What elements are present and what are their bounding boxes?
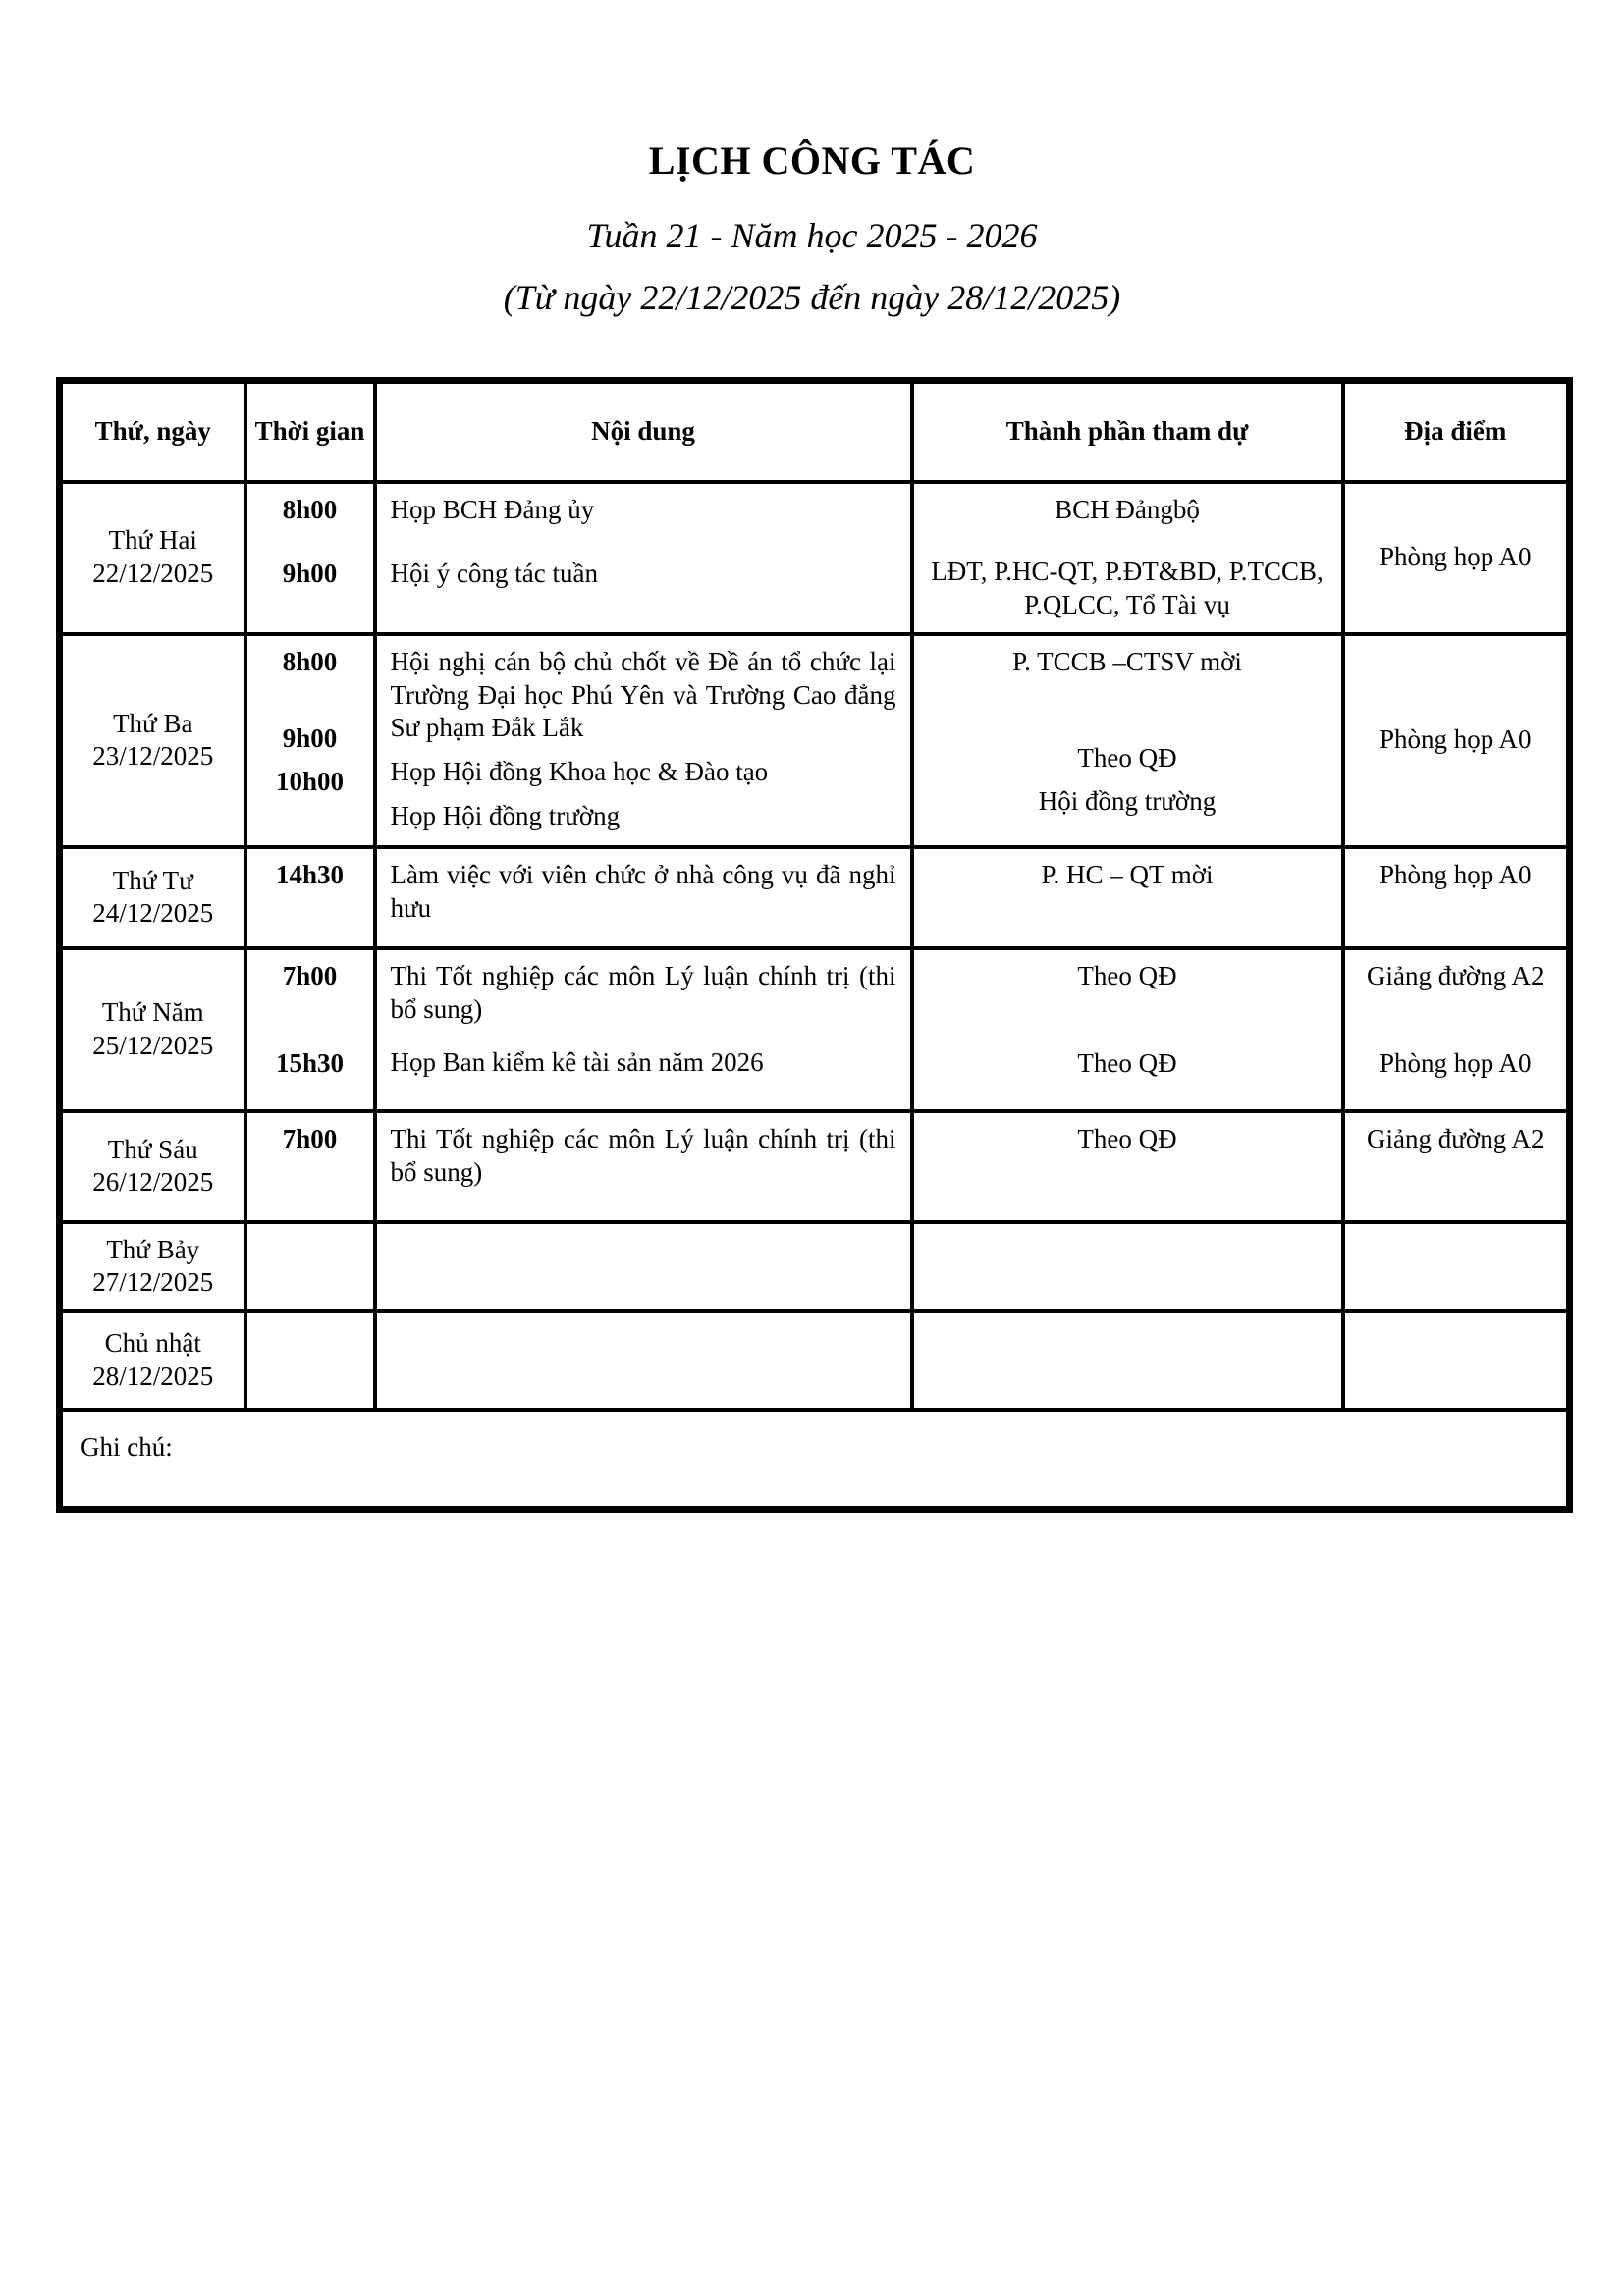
schedule-table [56,377,1573,1513]
participant-item: BCH Đảngbộ [1055,494,1200,524]
time-value: 9h00 [282,559,338,589]
content-item: Họp Hội đồng Khoa học & Đào tạo [390,757,769,786]
participant-item: Theo QĐ [1077,1123,1177,1153]
table-row-friday [60,1111,1570,1222]
day-name: Thứ Hai [108,525,197,556]
location-item: Giảng đường A2 [1367,960,1544,990]
location-cell [1343,634,1570,847]
day-name: Thứ Bảy [106,1234,200,1264]
location-cell-empty [1343,1311,1570,1410]
participants-cell [912,847,1343,948]
time-value: 10h00 [275,767,345,797]
day-date: 22/12/2025 [92,559,214,589]
content-item: Họp Ban kiểm kê tài sản năm 2026 [390,1047,764,1078]
page-title: LỊCH CÔNG TÁC [648,138,976,183]
table-row-thursday [60,948,1570,1111]
table-row-saturday [60,1222,1570,1311]
time-cell [245,634,375,847]
location-item: Phòng họp A0 [1379,1047,1532,1078]
day-cell [60,1311,245,1410]
header-day: Thứ, ngày [60,381,245,482]
time-cell-empty [245,1222,375,1311]
content-cell [375,1111,912,1222]
table-row-sunday [60,1311,1570,1410]
location-cell-empty [1343,1222,1570,1311]
time-cell [245,847,375,948]
participants-cell [912,634,1343,847]
participant-item: Theo QĐ [1077,1047,1177,1078]
time-cell [245,1111,375,1222]
content-item: Thi Tốt nghiệp các môn Lý luận chính trị (thi bổ sung) [390,1123,896,1187]
participant-item: P. TCCB –CTSV mời [1012,646,1242,676]
subtitle-week: Tuần 21 - Năm học 2025 - 2026 [586,216,1038,255]
day-name: Thứ Sáu [107,1134,198,1164]
day-date: 24/12/2025 [92,898,214,929]
header-location: Địa điểm [1343,381,1570,482]
header-content: Nội dung [375,381,912,482]
day-cell [60,948,245,1111]
content-item: Họp BCH Đảng ủy [390,494,595,524]
time-value: 15h30 [275,1047,345,1078]
content-item: Hội ý công tác tuần [390,559,598,589]
time-value: 9h00 [282,722,338,753]
time-cell-empty [245,1311,375,1410]
content-cell [375,847,912,948]
day-date: 23/12/2025 [92,741,214,772]
location-cell [1343,1111,1570,1222]
participant-item: Theo QĐ [1077,960,1177,990]
time-value: 8h00 [282,494,338,524]
day-date: 28/12/2025 [92,1361,214,1391]
day-cell [60,1111,245,1222]
day-name: Chủ nhật [104,1328,201,1358]
participant-item: P. HC – QT mời [1041,859,1214,889]
time-cell [245,948,375,1111]
location-item: Phòng họp A0 [1379,859,1532,889]
table-row-wednesday [60,847,1570,948]
day-date: 27/12/2025 [92,1267,214,1298]
title-block [0,137,1624,320]
participants-cell [912,948,1343,1111]
time-value: 7h00 [282,960,338,990]
location-cell [1343,847,1570,948]
day-name: Thứ Năm [101,997,204,1027]
content-item: Hội nghị cán bộ chủ chốt về Đề án tổ chức lại Trường Đại học Phú Yên và Trường Cao đẳng Sư phạm Đắk Lắk [390,646,896,743]
subtitle-range: (Từ ngày 22/12/2025 đến ngày 28/12/2025) [503,278,1121,317]
location-item: Giảng đường A2 [1367,1123,1544,1153]
header-row [60,381,1570,482]
header-time: Thời gian [245,381,375,482]
day-cell [60,634,245,847]
table-row-tuesday [60,634,1570,847]
location-item: Phòng họp A0 [1379,542,1532,572]
day-cell [60,1222,245,1311]
day-cell [60,847,245,948]
time-cell [245,482,375,634]
day-name: Thứ Tư [112,865,193,895]
header-participants: Thành phần tham dự [912,381,1343,482]
time-value: 8h00 [282,646,338,676]
location-cell [1343,948,1570,1111]
time-value: 14h30 [275,859,345,889]
day-cell [60,482,245,634]
note-cell [60,1410,1570,1510]
location-item: Phòng họp A0 [1379,724,1532,755]
participants-cell-empty [912,1222,1343,1311]
location-cell [1343,482,1570,634]
participants-cell [912,482,1343,634]
participant-item: Hội đồng trường [1038,786,1217,817]
day-name: Thứ Ba [113,708,193,738]
content-cell-empty [375,1222,912,1311]
note-label: Ghi chú: [81,1431,173,1462]
content-item: Làm việc với viên chức ở nhà công vụ đã nghỉ hưu [390,859,896,923]
content-cell [375,482,912,634]
content-cell-empty [375,1311,912,1410]
content-item: Thi Tốt nghiệp các môn Lý luận chính trị (thi bổ sung) [390,960,896,1024]
participants-cell-empty [912,1311,1343,1410]
note-row [60,1410,1570,1510]
participant-item: Theo QĐ [1077,742,1177,773]
participants-cell [912,1111,1343,1222]
day-date: 26/12/2025 [92,1167,214,1198]
content-cell [375,634,912,847]
participant-item: LĐT, P.HC-QT, P.ĐT&BD, P.TCCB, P.QLCC, Tổ Tài vụ [931,557,1324,619]
content-item: Họp Hội đồng trường [390,800,621,830]
day-date: 25/12/2025 [92,1030,214,1060]
table-row-monday [60,482,1570,634]
content-cell [375,948,912,1111]
time-value: 7h00 [282,1123,338,1153]
